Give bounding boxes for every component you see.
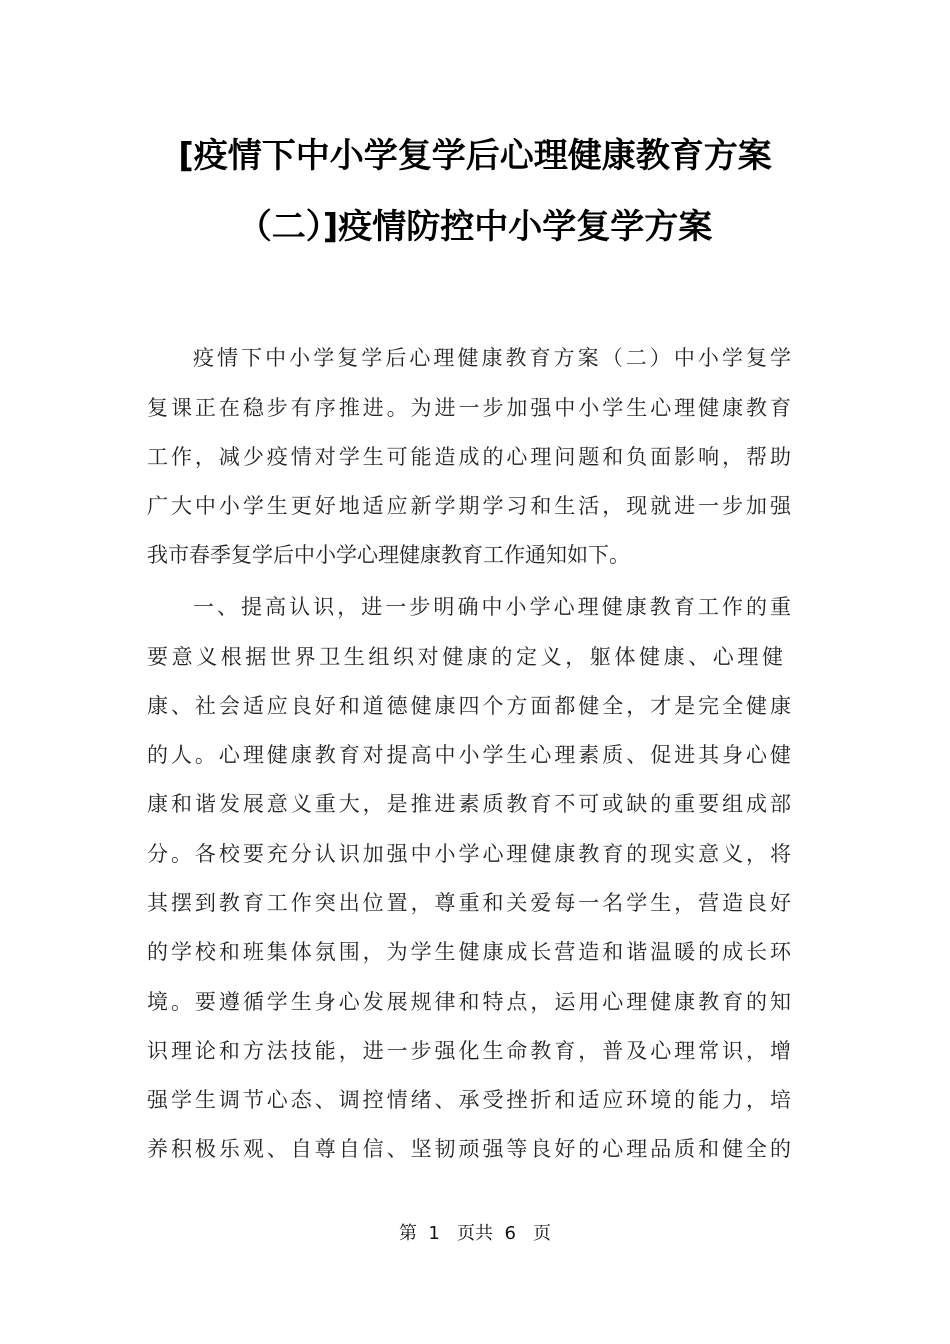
body-line: 我市春季复学后中小学心理健康教育工作通知如下。	[147, 543, 630, 567]
body-line: 工作，减少疫情对学生可能造成的心理问题和负面影响，帮助	[147, 445, 791, 469]
page-footer: 第 1 页共 6 页	[398, 1223, 552, 1244]
body-line: 养积极乐观、自尊自信、坚韧顽强等良好的心理品质和健全的	[147, 1137, 791, 1161]
body-line: 其摆到教育工作突出位置，尊重和关爱每一名学生，营造良好	[147, 891, 791, 915]
body-line: 的人。心理健康教育对提高中小学生心理素质、促进其身心健	[147, 743, 791, 767]
document-title-line-2: （二）]疫情防控中小学复学方案	[237, 207, 713, 247]
body-line: 一、提高认识，进一步明确中小学心理健康教育工作的重	[193, 595, 791, 619]
body-line: 康、社会适应良好和道德健康四个方面都健全，才是完全健康	[147, 694, 791, 718]
body-line: 的学校和班集体氛围，为学生健康成长营造和谐温暖的成长环	[147, 940, 791, 964]
body-line: 疫情下中小学复学后心理健康教育方案（二）中小学复学	[193, 346, 791, 370]
body-line: 康和谐发展意义重大，是推进素质教育不可或缺的重要组成部	[147, 792, 791, 816]
body-line: 境。要遵循学生身心发展规律和特点，运用心理健康教育的知	[147, 990, 791, 1014]
body-line: 强学生调节心态、调控情绪、承受挫折和适应环境的能力，培	[147, 1088, 791, 1112]
body-line: 分。各校要充分认识加强中小学心理健康教育的现实意义，将	[147, 842, 791, 866]
body-line: 复课正在稳步有序推进。为进一步加强中小学生心理健康教育	[147, 396, 791, 420]
body-line: 广大中小学生更好地适应新学期学习和生活，现就进一步加强	[147, 494, 791, 518]
body-line: 识理论和方法技能，进一步强化生命教育，普及心理常识，增	[147, 1039, 791, 1063]
body-line: 要意义根据世界卫生组织对健康的定义，躯体健康、心理健	[147, 645, 787, 669]
document-title-line-1: [疫情下中小学复学后心理健康教育方案	[178, 136, 772, 176]
